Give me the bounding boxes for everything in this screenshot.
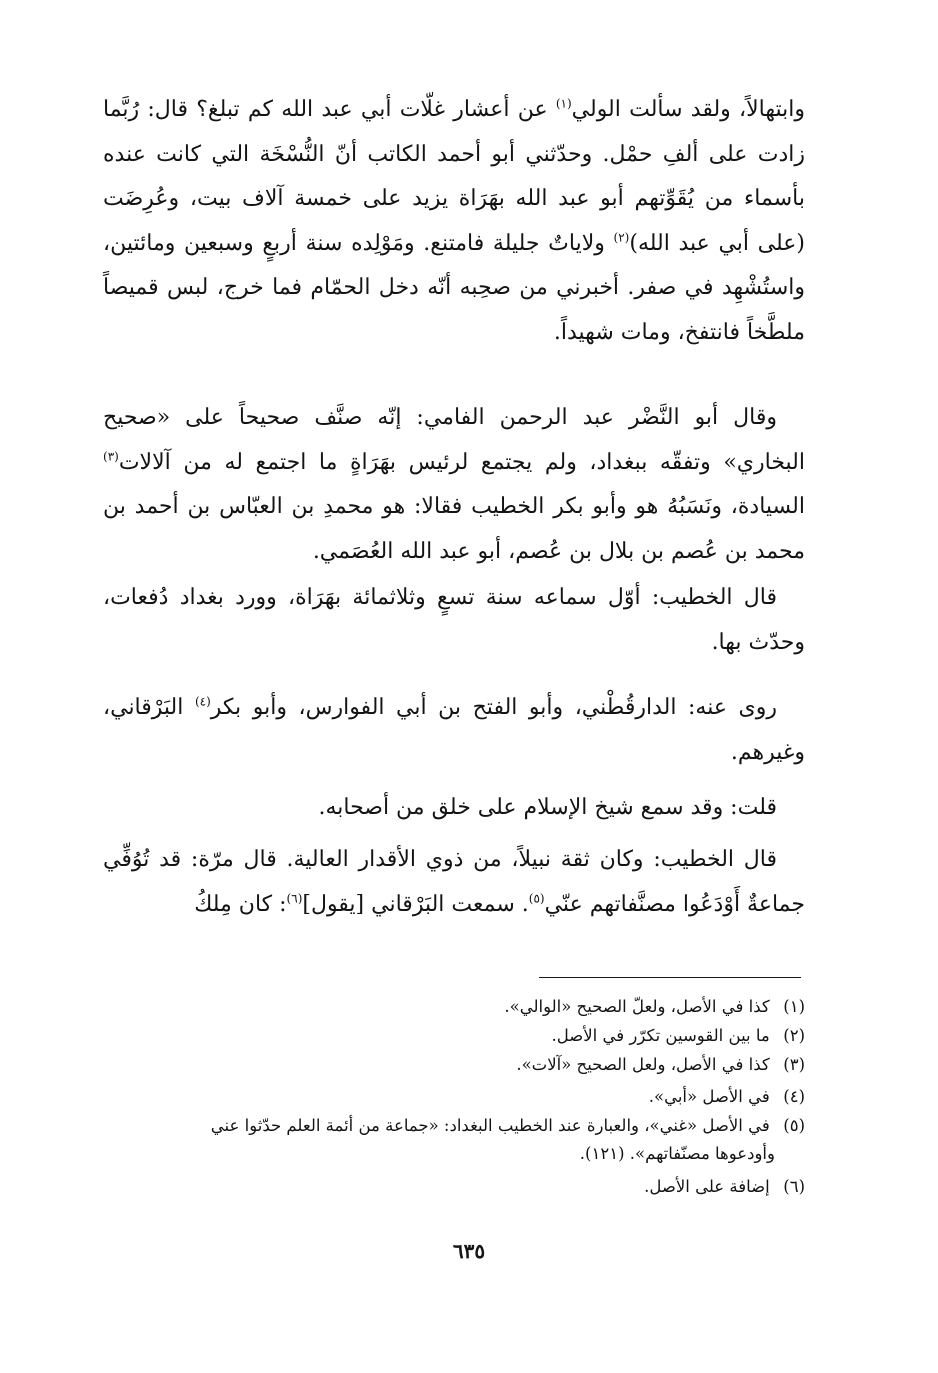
paragraph-6-text-a: قال الخطيب: وكان ثقة نبيلاً، من ذوي الأقدار العالية. قال مرّة: قد تُوُفِّي جماعةٌ أَوْدَعُوا مصنَّفاتهم عنّي bbox=[103, 847, 805, 917]
paragraph-1-text-b: عن أعشار غلّات أبي عبد الله كم تبلغ؟ قال: رُبَّما زادت على ألفِ حمْل. وحدّثني أبو أحمد الكاتب أنّ النُّسْخَة التي كانت عنده بأسماء من يُقَوِّتهم أبو عبد الله بهَرَاة يزيد على خمسة آلاف بيت، وعُرِضَت (على أبي عبد الله) bbox=[103, 97, 805, 256]
footnote-5-continuation: وأودعوها مصنّفاتهم». (١٢١). bbox=[579, 1144, 775, 1163]
footnote-ref-6[interactable]: (٦) bbox=[286, 891, 303, 906]
footnote-3-text: كذا في الأصل، ولعل الصحيح «آلات». bbox=[516, 1055, 770, 1074]
footnote-5-text: في الأصل «غني»، والعبارة عند الخطيب البغداد: «جماعة من أئمة العلم حدّثوا عني bbox=[210, 1116, 770, 1135]
paragraph-4 bbox=[103, 686, 805, 775]
paragraph-6-text-b: . سمعت البَرْقاني [يقول] bbox=[302, 891, 529, 917]
footnote-5 bbox=[103, 1113, 805, 1138]
paragraph-6-text-c: : كان مِلكُ bbox=[194, 891, 287, 917]
footnote-divider bbox=[539, 977, 801, 978]
footnote-2 bbox=[103, 1023, 805, 1048]
footnote-6-number: (٦) bbox=[783, 1177, 805, 1196]
footnote-ref-1[interactable]: (١) bbox=[555, 96, 572, 111]
footnote-6-text: إضافة على الأصل. bbox=[644, 1177, 770, 1196]
footnote-1 bbox=[103, 994, 805, 1019]
paragraph-1-text-c: ولاياتٌ جليلة فامتنع. ومَوْلِده سنة أربعٍ وسبعين ومائتين، واستُشْهِد في صفر. أخبرني من صحِبه أنّه دخل الحمّام فما خرج، لبس قميصاً ملطَّخاً فانتفخ، ومات شهيداً. bbox=[103, 230, 805, 345]
page-number: ٦٣٥ bbox=[452, 1239, 486, 1263]
paragraph-5: قلت: وقد سمع شيخ الإسلام على خلق من أصحابه. bbox=[318, 795, 777, 820]
footnote-ref-2[interactable]: (٢) bbox=[613, 230, 630, 245]
footnote-5-number: (٥) bbox=[783, 1116, 805, 1135]
paragraph-2 bbox=[103, 396, 805, 574]
footnote-4 bbox=[103, 1084, 805, 1109]
paragraph-1 bbox=[103, 88, 805, 355]
footnote-ref-5[interactable]: (٥) bbox=[528, 891, 545, 906]
footnote-1-number: (١) bbox=[783, 997, 805, 1016]
paragraph-6 bbox=[103, 838, 805, 927]
footnote-4-number: (٤) bbox=[783, 1087, 805, 1106]
footnote-6 bbox=[103, 1174, 805, 1199]
footnote-3 bbox=[103, 1052, 805, 1077]
paragraph-2-text-b: السيادة، ونَسَبُهُ هو وأبو بكر الخطيب فقالا: هو محمدِ بن العبّاس بن أحمد بن محمد بن عُصم بن بلال بن عُصم، أبو عبد الله العُصَمي. bbox=[103, 494, 805, 564]
paragraph-1-text-a: وابتهالاً، ولقد سألت الولي bbox=[571, 97, 805, 122]
paragraph-3: قال الخطيب: أوّل سماعه سنة تسعٍ وثلاثمائة بهَرَاة، وورد بغداد دُفعات، وحدّث بها. bbox=[103, 585, 805, 655]
paragraph-4-text-b: البَرْقاني، وغيرهم. bbox=[103, 695, 805, 765]
footnote-ref-3[interactable]: (٣) bbox=[103, 449, 119, 464]
footnote-2-number: (٢) bbox=[783, 1026, 805, 1045]
footnote-2-text: ما بين القوسين تكرّر في الأصل. bbox=[551, 1026, 770, 1045]
footnote-1-text: كذا في الأصل، ولعلّ الصحيح «الوالي». bbox=[504, 997, 770, 1016]
paragraph-4-text-a: روى عنه: الدارقُطْني، وأبو الفتح بن أبي الفوارس، وأبو بكر bbox=[210, 695, 777, 720]
footnote-4-text: في الأصل «أبي». bbox=[648, 1087, 770, 1106]
footnote-3-number: (٣) bbox=[783, 1055, 805, 1074]
paragraph-2-text-a: وقال أبو النَّضْر عبد الرحمن الفامي: إنّه صنَّف صحيحاً على «صحيح البخاري» وتفقّه ببغداد، ولم يجتمع لرئيس بهَرَاةٍ ما اجتمع له من آلالات bbox=[103, 405, 805, 475]
footnote-ref-4[interactable]: (٤) bbox=[194, 694, 211, 709]
